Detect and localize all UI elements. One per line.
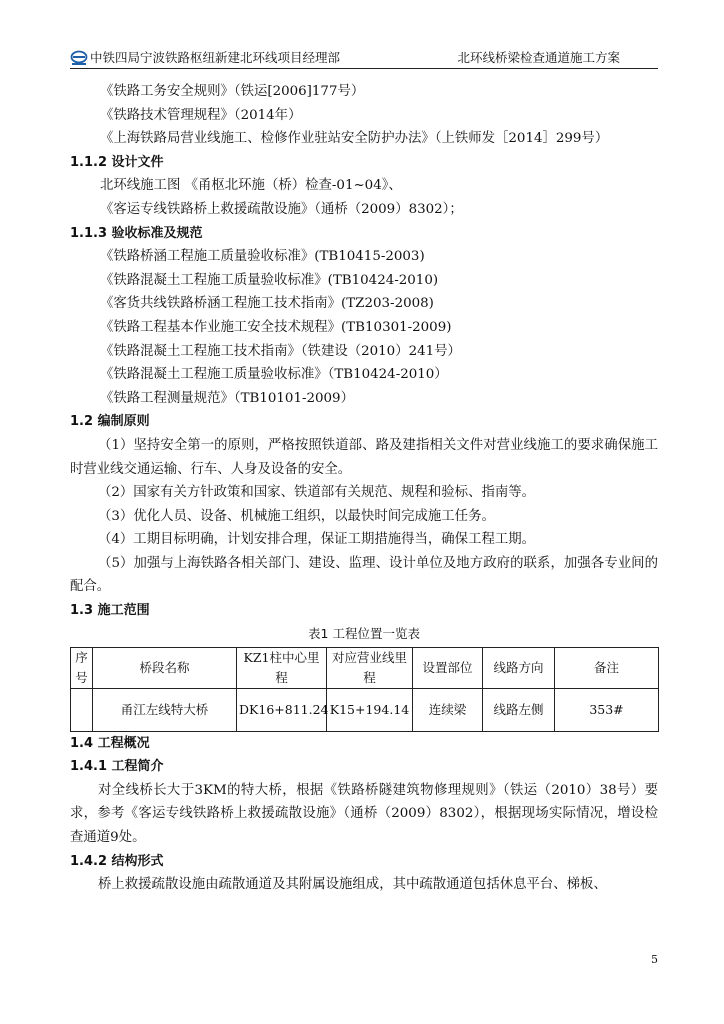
table-cell: K15+194.14 [327,688,413,731]
table-header-cell: 备注 [555,647,659,688]
ref-line: 《铁路技术管理规程》（2014年） [100,107,302,123]
section-title: 验收标准及规范 [111,225,203,241]
standard-line: 《铁路混凝土工程施工质量验收标准》（TB10424-2010） [100,367,448,383]
section-title: 工程概况 [97,735,150,751]
section-number: 1.4.1 [70,759,108,775]
structure-paragraph: 桥上救援疏散设施由疏散通道及其附属设施组成，其中疏散通道包括休息平台、梯板、 [98,877,607,893]
section-title: 结构形式 [111,853,164,869]
page-header [70,48,658,69]
overview-paragraph: 对全线桥长大于3KM的特大桥，根据《铁路桥隧建筑物修理规则》（铁运（2010）38号）要求，参考《客运专线铁路桥上救援疏散设施》（通桥（2009）8302），根据现场实际情况，增设检查通道9处。 [70,782,658,846]
document-body [70,80,658,897]
ref-line: 《铁路工务安全规则》（铁运[2006]177号） [100,84,365,99]
section-number: 1.2 [70,414,94,430]
section-number: 1.4.2 [70,853,108,869]
section-number: 1.1.3 [70,225,108,241]
section-title: 工程简介 [111,759,164,775]
section-number: 1.1.2 [70,154,108,170]
section-heading-1-4 [70,732,658,756]
table-header-cell: 线路方向 [483,647,555,688]
section-heading-1-2 [70,410,658,434]
principle-paragraph: （3）优化人员、设备、机械施工组织，以最快时间完成施工任务。 [98,508,495,524]
standard-line: 《铁路混凝土工程施工技术指南》（铁建设（2010）241号） [100,343,461,359]
table-header-cell: 对应营业线里程 [327,647,413,688]
company-logo-icon [70,50,88,66]
standard-line: 《铁路工程测量规范》（TB10101-2009） [100,390,354,406]
section-number: 1.3 [70,603,94,619]
table-cell: 353# [555,688,659,731]
principle-paragraph: （1）坚持安全第一的原则，严格按照铁道部、路及建指相关文件对营业线施工的要求确保施工时营业线交通运输、行车、人身及设备的安全。 [70,437,658,477]
section-heading-1-3 [70,599,658,623]
standard-line: 《铁路混凝土工程施工质量验收标准》(TB10424-2010) [100,272,439,288]
header-doc-title: 北环线桥梁检查通道施工方案 [457,50,620,65]
table-header-cell: 桥段名称 [93,647,237,688]
page-number: 5 [651,953,658,966]
table-header-cell: 设置部位 [413,647,483,688]
section-heading-1-1-3 [70,222,658,246]
principle-paragraph: （2）国家有关方针政策和国家、铁道部有关规范、规程和验标、指南等。 [98,485,536,501]
section-heading-1-4-2 [70,850,658,874]
standard-line: 《客货共线铁路桥涵工程施工技术指南》(TZ203-2008) [100,296,434,312]
table-cell: 线路左侧 [483,688,555,731]
table-header-cell: KZ1柱中心里程 [237,647,327,688]
standard-line: 《铁路桥涵工程施工质量验收标准》(TB10415-2003) [100,249,425,265]
header-company: 中铁四局宁波铁路枢纽新建北环线项目经理部 [90,50,341,65]
section-title: 设计文件 [111,154,164,170]
table-row [71,688,659,731]
design-doc-line: 《客运专线铁路桥上救援疏散设施》（通桥（2009）8302）； [100,201,463,217]
principle-paragraph: （4）工期目标明确，计划安排合理，保证工期措施得当，确保工程工期。 [98,532,536,548]
section-heading-1-1-2 [70,151,658,175]
section-heading-1-4-1 [70,755,658,779]
table-header-row [71,647,659,688]
table-caption: 表1 工程位置一览表 [308,625,420,641]
table-cell: DK16+811.24 [237,688,327,731]
design-doc-line: 北环线施工图 《甬枢北环施（桥）检查-01~04》、 [100,178,402,194]
section-title: 施工范围 [97,603,150,619]
section-number: 1.4 [70,735,94,751]
table-cell [71,688,93,731]
ref-line: 《上海铁路局营业线施工、检修作业驻站安全防护办法》（上铁师发［2014］299号） [100,131,609,147]
table-header-cell: 序号 [71,647,93,688]
table-cell: 连续梁 [413,688,483,731]
principle-paragraph: （5）加强与上海铁路各相关部门、建设、监理、设计单位及地方政府的联系，加强各专业间的配合。 [70,555,658,595]
section-title: 编制原则 [97,414,150,430]
table-cell: 甬江左线特大桥 [93,688,237,731]
standard-line: 《铁路工程基本作业施工安全技术规程》(TB10301-2009) [100,319,452,335]
location-table [70,647,659,732]
